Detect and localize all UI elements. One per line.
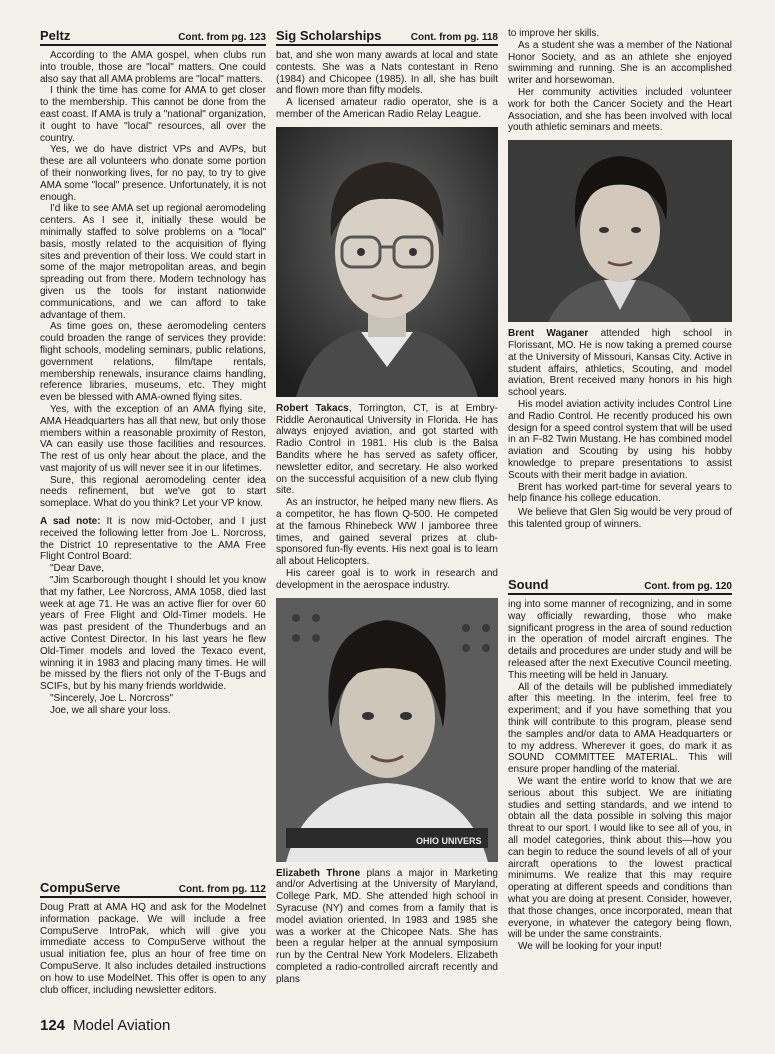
peltz-para: Yes, with the exception of an AMA flying site, AMA Headquarters has all that new, but only those members within a reasonable proximity of Reston, VA can easily use those facilities and resources. The rest of us only hear about the place, and the vast majority of us will never see it in our lifetimes.	[40, 403, 266, 474]
elizabeth-cont: As a student she was a member of the National Honor Society, and as an athlete she enjoyed swimming and running. She is an accomplished writer and horsewoman.	[508, 39, 732, 87]
peltz-para: According to the AMA gospel, when clubs run into trouble, those are "local" matters. One could also say that all AMA problems are "local" matters.	[40, 50, 266, 85]
sound-para: All of the details will be published immediately after this meeting. In the interim, feel free to experiment; and if you have something that you think will contribute to this program, please send the samples and/or data to AMA Headquarters or to my address. Wherever it goes, do mark it as SOUND COMMITTEE MATERIAL. This will ensure proper handling of the material.	[508, 681, 732, 776]
shirt-lettering: OHIO UNIVERS	[416, 835, 482, 846]
brent-more: We believe that Glen Sig would be very proud of this talented group of winners.	[508, 507, 732, 530]
robert-name: Robert Takacs	[276, 402, 349, 414]
robert-more: His career goal is to work in research and development in the aerospace industry.	[276, 567, 498, 591]
sound-continued: Cont. from pg. 120	[644, 581, 732, 592]
peltz-para: As time goes on, these aeromodeling centers could broaden the range of services they provide: flight schools, modeling seminars, public relations, government relations, film/tape rentals, membership renewals, insurance claims handling, reference libraries, museums, etc. They might even be blessed with AMA-owned flying sites.	[40, 321, 266, 404]
sig-column	[276, 28, 498, 986]
compuserve-text: Doug Pratt at AMA HQ and ask for the Modelnet information package. We will include a free CompuServe IntroPak, which will give you immediate access to CompuServe without the usual initiation fee, plus an hour of free time on CompuServe. It also includes detailed instructions on how to use ModelNet. This offer is open to any club officer, including newsletter editors.	[40, 902, 266, 996]
robert-bio	[276, 403, 498, 497]
brent-bio	[508, 328, 732, 399]
elizabeth-text: plans a major in Marketing and/or Advertising at the University of Maryland, College Park, MD. She attended high school in Syracuse (NY) and comes from a family that is model aviation oriented. In 1983 and 1985 she was a worker at the Chicopee Nats. She has been a regular helper at the annual symposium run by the Central New York Modelers. Elizabeth completed a radio-controlled aircraft recently and plans	[276, 867, 498, 985]
sad-note-text: It is now mid-October, and I just received the following letter from Joe L. Norcross, the District 10 representative to the AMA Free Flight Control Board:	[40, 516, 267, 563]
sound-para: ing into some manner of recognizing, and in some way officially rewarding, those who make significant progress in the area of sound reduction in the operation of model aircraft engines. The details and procedures are under study and will be released after the next Executive Council meeting. This meeting will be held in January.	[508, 599, 732, 681]
elizabeth-cont: to improve her skills.	[508, 28, 600, 39]
magazine-name: Model Aviation	[73, 1017, 171, 1034]
brent-waganer-photo	[508, 140, 732, 322]
brent-name: Brent Waganer	[508, 328, 589, 340]
sound-para: We want the entire world to know that we are serious about this subject. We are initiating studies and setting standards, and we intend to obtain all the data possible in solving this major threat to our sport. I would like to see all of you, in all model categories, think about this—how you can begin to reduce the sound levels of all of your aircraft operations to the lowest practical minimums. We realize that this may require operating at different speeds and conditions than what you are doing at present. Consider, however, that those changes, once incorporated, mean that everyone, in whatever the category being flown, will be under the same constraints.	[508, 775, 732, 941]
sad-note-label: A sad note:	[40, 516, 101, 528]
sound-section	[508, 577, 732, 953]
letter-para: Joe, we all share your loss.	[50, 704, 171, 716]
letter-para: "Dear Dave,	[50, 563, 105, 575]
robert-takacs-photo	[276, 127, 498, 397]
brent-text: attended high school in Florissant, MO. He is now taking a premed course at the University of Missouri, Kansas City. Active in student affairs, athletics, Scouting, and model aviation, Brent received many honors in his high school years.	[508, 328, 732, 399]
sound-title: Sound	[508, 577, 549, 592]
elizabeth-bio	[276, 868, 498, 986]
elizabeth-cont: Her community activities included volunteer work for both the Cancer Society and the Heart Association, and she has been involved with local youth athletic seminars and meets.	[508, 86, 732, 134]
sig-intro: A licensed amateur radio operator, she is a member of the American Radio Relay League.	[276, 97, 498, 120]
sig-column-continued	[508, 28, 732, 531]
page-number: 124	[40, 1017, 66, 1034]
compuserve-header	[40, 880, 266, 898]
robert-more: As an instructor, he helped many new fliers. As a competitor, he has flown Q-500. He competed at the famous Rhinebeck WW I jamboree three times, and gained several prizes at club-sponsored fun-fly events. His next goal is to learn all about Helicopters.	[276, 497, 498, 568]
letter-para: "Jim Scarborough thought I should let you know that my father, Lee Norcross, AMA 1058, died last week at age 71. He was an active flier for over 60 years of Free Flight and Old-Timer models. He was past president of the Thunderbugs and an active Contest Director. In his last years he flew Old-Timer models and loved the Texaco event, winning it in 1983 and placing many times. He will be missed by the fliers not only of the T-Bugs and SCIFs, but by his many friends worldwide.	[40, 575, 266, 693]
sig-continued: Cont. from pg. 118	[410, 32, 498, 43]
compuserve-section	[40, 880, 266, 996]
peltz-continued: Cont. from pg. 123	[178, 32, 266, 43]
peltz-title: Peltz	[40, 28, 71, 43]
peltz-para: I'd like to see AMA set up regional aeromodeling centers. As I see it, initially these would be minimally staffed to solve problems on a "local" basis, mostly related to the acquisition of flying sites and prevention of their loss. We could start in some of the major metropolitan areas, and begin spreading out from there. Modern technology has given us the tools for instant nationwide communications, and we can afford to take advantage of them.	[40, 203, 266, 321]
sound-para: We will be looking for your input!	[518, 941, 662, 953]
peltz-para: I think the time has come for AMA to get closer to the membership. This cannot be done from the east coast. If AMA is truly a "national" organization, it ought to have "local" resources, all over the country.	[40, 85, 266, 144]
sig-title: Sig Scholarships	[276, 28, 382, 43]
sad-note	[40, 516, 266, 563]
elizabeth-throne-photo	[276, 598, 498, 862]
peltz-header	[40, 28, 266, 46]
brent-more: His model aviation activity includes Control Line and Radio Control. He recently produced his own design for a speed control system that will be used in an F-82 Twin Mustang. He has combined model aviation and Scouting by using his hobby knowledge to prepare presentations to assist Scouts with their merit badge in aviation.	[508, 398, 733, 481]
compuserve-continued: Cont. from pg. 112	[178, 884, 266, 895]
sig-header	[276, 28, 498, 46]
peltz-para: Yes, we do have district VPs and AVPs, but these are all volunteers who donate some portion of their nonworking lives, for no pay, to try to give AMA some "local" presence. Unfortunately, it is not enough.	[40, 144, 266, 203]
letter-para: "Sincerely, Joe L. Norcross"	[50, 693, 174, 705]
compuserve-title: CompuServe	[40, 880, 121, 895]
robert-text: , Torrington, CT, is at Embry-Riddle Aeronautical University in Florida. He has always enjoyed aviation, and got started with Radio Control in 1981. His club is the Balsa Bandits where he has served as safety officer, newsletter editor, and secretary. He also worked on the successful acquisition of a new club flying site.	[276, 402, 498, 497]
peltz-column	[40, 28, 266, 717]
peltz-para: Sure, this regional aeromodeling center idea needs refinement, but we've got to start someplace. What do you think? Let your VP know.	[40, 474, 266, 510]
sig-intro: bat, and she won many awards at local and state contests. She was a Nats contestant in Reno (1984) and Chicopee (1985). In all, she has built and flown more than fifty models.	[276, 50, 498, 97]
brent-more: Brent has worked part-time for several years to help finance his college education.	[508, 481, 732, 505]
elizabeth-name: Elizabeth Throne	[276, 867, 361, 879]
sound-header	[508, 577, 732, 595]
page-footer	[40, 1017, 170, 1034]
